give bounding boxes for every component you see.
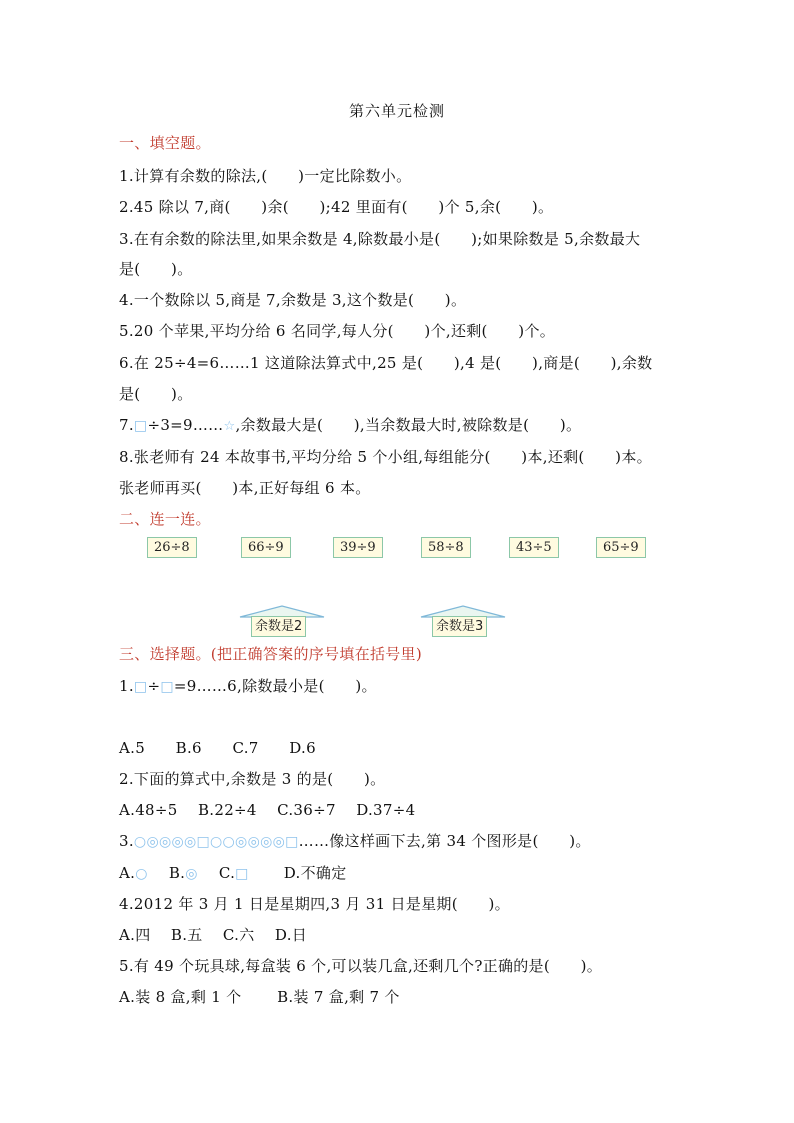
question-3-3 xyxy=(119,830,591,851)
question-text: =9……6,除数最小是( )。 xyxy=(173,677,377,695)
expression-box[interactable]: 58÷8 xyxy=(421,537,471,558)
question-3-5: 5.有 49 个玩具球,每盒装 6 个,可以装几盒,还剩几个?正确的是( )。 xyxy=(119,957,603,975)
square-shape-icon: □ xyxy=(235,866,249,882)
option-c-label: C. xyxy=(218,864,236,882)
question-3-4-options: A.四 B.五 C.六 D.日 xyxy=(119,926,308,944)
expression-box[interactable]: 66÷9 xyxy=(241,537,291,558)
option-a-label: A. xyxy=(119,864,136,882)
question-1-3-line2: 是( )。 xyxy=(119,260,193,278)
expression-box[interactable]: 39÷9 xyxy=(333,537,383,558)
question-1-5: 5.20 个苹果,平均分给 6 名同学,每人分( )个,还剩( )个。 xyxy=(119,322,556,340)
question-text: ,余数最大是( ),当余数最大时,被除数是( )。 xyxy=(235,416,582,434)
question-1-6-line2: 是( )。 xyxy=(119,385,193,403)
question-1-8-line2: 张老师再买( )本,正好每组 6 本。 xyxy=(119,479,371,497)
section-heading-multiple-choice: 三、选择题。(把正确答案的序号填在括号里) xyxy=(119,645,423,663)
section-heading-fill-blank: 一、填空题。 xyxy=(119,134,211,152)
option-d-label: D.不确定 xyxy=(283,864,347,882)
question-number: 1. xyxy=(119,677,134,695)
house-label: 余数是2 xyxy=(251,616,306,637)
square-shape-icon: □ xyxy=(160,679,174,695)
expression-box[interactable]: 65÷9 xyxy=(596,537,646,558)
division-sign: ÷ xyxy=(147,677,161,695)
equation-text: ÷3=9…… xyxy=(147,416,224,434)
question-1-4: 4.一个数除以 5,商是 7,余数是 3,这个数是( )。 xyxy=(119,291,467,309)
shape-sequence-icon: ○◎◎◎◎□○○◎◎◎◎□ xyxy=(133,834,299,850)
expression-box[interactable]: 43÷5 xyxy=(509,537,559,558)
house-remainder-2[interactable] xyxy=(238,604,326,638)
question-1-2: 2.45 除以 7,商( )余( );42 里面有( )个 5,余( )。 xyxy=(119,198,554,216)
question-number: 3. xyxy=(119,832,134,850)
square-shape-icon: □ xyxy=(133,418,148,434)
circle-shape-icon: ○ xyxy=(135,866,148,882)
question-1-1: 1.计算有余数的除法,( )一定比除数小。 xyxy=(119,167,412,185)
house-label: 余数是3 xyxy=(432,616,487,637)
expression-box[interactable]: 26÷8 xyxy=(147,537,197,558)
question-1-7 xyxy=(119,414,581,435)
question-3-1 xyxy=(119,675,377,696)
page-title: 第六单元检测 xyxy=(348,102,445,120)
question-1-8-line1: 8.张老师有 24 本故事书,平均分给 5 个小组,每组能分( )本,还剩( )本。 xyxy=(119,448,652,466)
question-1-6-line1: 6.在 25÷4=6……1 这道除法算式中,25 是( ),4 是( ),商是( ),余数 xyxy=(119,354,653,372)
question-text: ……像这样画下去,第 34 个图形是( )。 xyxy=(298,832,591,850)
house-remainder-3[interactable] xyxy=(419,604,507,638)
question-3-2-options: A.48÷5 B.22÷4 C.36÷7 D.37÷4 xyxy=(119,801,416,819)
star-shape-icon: ☆ xyxy=(223,419,236,434)
question-3-5-options: A.装 8 盒,剩 1 个 B.装 7 盒,剩 7 个 xyxy=(119,988,400,1006)
option-b-label: B. xyxy=(168,864,186,882)
question-3-3-options xyxy=(119,862,347,883)
question-3-4: 4.2012 年 3 月 1 日是星期四,3 月 31 日是星期( )。 xyxy=(119,895,510,913)
question-3-1-options: A.5 B.6 C.7 D.6 xyxy=(119,739,316,757)
square-shape-icon: □ xyxy=(133,679,148,695)
question-number: 7. xyxy=(119,416,134,434)
question-1-3-line1: 3.在有余数的除法里,如果余数是 4,除数最小是( );如果除数是 5,余数最大 xyxy=(119,230,641,248)
section-heading-matching: 二、连一连。 xyxy=(119,510,211,528)
double-circle-shape-icon: ◎ xyxy=(185,866,198,882)
question-3-2: 2.下面的算式中,余数是 3 的是( )。 xyxy=(119,770,386,788)
